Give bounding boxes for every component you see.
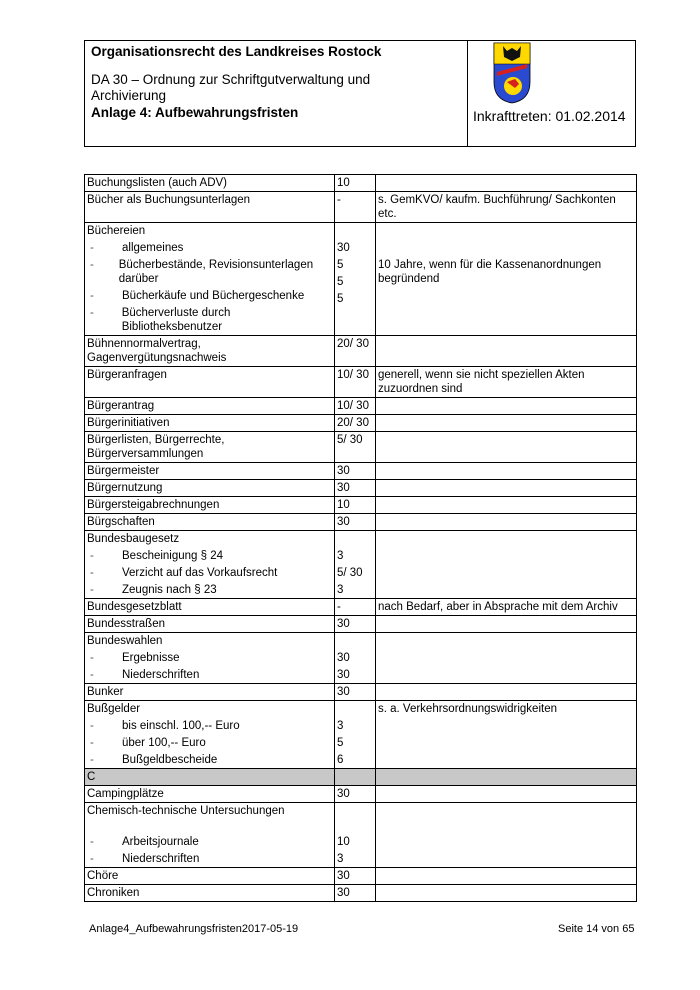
entry-cell <box>85 514 335 531</box>
table-row <box>85 175 637 192</box>
value-cell <box>335 192 376 223</box>
sub-item <box>87 832 332 849</box>
sub-item-note <box>378 648 634 665</box>
sub-item-value: 30 <box>337 652 350 664</box>
header-title-block <box>85 41 468 146</box>
value-cell <box>335 531 376 599</box>
table-row <box>85 803 637 868</box>
retention-value: 20/ 30 <box>337 338 369 350</box>
bullet-dash: - <box>90 652 94 664</box>
value-spacer <box>337 532 373 546</box>
sub-item-note <box>378 546 634 563</box>
sub-item-name: Niederschriften <box>122 669 200 681</box>
table-row <box>85 633 637 684</box>
note-cell <box>376 885 637 902</box>
value-cell <box>335 885 376 902</box>
entry-cell <box>85 633 335 684</box>
entry-cell <box>85 868 335 885</box>
sub-item-value: 3 <box>337 584 344 596</box>
entry-name: Buchungslisten (auch ADV) <box>87 177 227 189</box>
sub-item <box>87 546 332 563</box>
retention-value: 30 <box>337 516 350 528</box>
sub-item-note <box>378 238 634 255</box>
sub-item-value: 5 <box>337 259 344 271</box>
entry-cell <box>85 786 335 803</box>
table-row <box>85 415 637 432</box>
sub-item-note <box>378 665 634 682</box>
sub-item-value: 3 <box>337 550 344 562</box>
entry-name: Bürgeranfragen <box>87 369 167 381</box>
retention-value: - <box>337 194 341 206</box>
entry-cell <box>85 599 335 616</box>
retention-value: 20/ 30 <box>337 417 369 429</box>
sub-item-value: 6 <box>337 754 344 766</box>
sub-item <box>87 580 332 597</box>
sub-item-name: Ergebnisse <box>122 652 180 664</box>
entry-name: Bürgersteigabrechnungen <box>87 499 220 511</box>
annex-title: Anlage 4: Aufbewahrungsfristen <box>91 105 299 120</box>
sub-item <box>87 255 332 286</box>
value-cell <box>335 786 376 803</box>
table-row <box>85 514 637 531</box>
table-row <box>85 701 637 769</box>
bullet-dash: - <box>90 836 94 848</box>
note-cell <box>376 415 637 432</box>
table-row <box>85 367 637 398</box>
table-row <box>85 684 637 701</box>
value-spacer <box>337 702 373 716</box>
entry-name: Bundeswahlen <box>87 635 163 647</box>
sub-item-note <box>378 286 634 303</box>
table-row <box>85 336 637 367</box>
note-cell <box>376 497 637 514</box>
sub-item-name: Niederschriften <box>122 853 200 865</box>
entry-name: Chroniken <box>87 887 140 899</box>
entry-name: Campingplätze <box>87 788 164 800</box>
sub-item-name: Bücherverluste durch Bibliotheksbenutzer <box>121 307 231 333</box>
note-cell <box>376 192 637 223</box>
bullet-dash: - <box>90 754 94 766</box>
entry-name: Bürgermeister <box>87 465 160 477</box>
entry-cell <box>85 398 335 415</box>
value-cell <box>335 803 376 868</box>
table-row <box>85 531 637 599</box>
bullet-dash: - <box>90 259 94 271</box>
sub-item <box>87 665 332 682</box>
entry-cell <box>85 480 335 497</box>
bullet-dash: - <box>90 720 94 732</box>
retention-value: 30 <box>337 465 350 477</box>
note-cell <box>376 633 637 684</box>
entry-cell <box>85 223 335 336</box>
sub-item-note <box>378 303 634 320</box>
empty-cell <box>335 769 376 786</box>
entry-cell <box>85 701 335 769</box>
value-cell <box>335 398 376 415</box>
entry-name: Bürgerinitiativen <box>87 417 170 429</box>
sub-item-note <box>378 849 634 866</box>
value-cell <box>335 684 376 701</box>
entry-note: s. GemKVO/ kaufm. Buchführung/ Sachkonten etc. <box>378 194 616 220</box>
sub-item-value: 10 <box>337 836 350 848</box>
gap-spacer <box>378 818 634 832</box>
entry-cell <box>85 432 335 463</box>
entry-name: Chöre <box>87 870 119 882</box>
entry-name: Chemisch-technische Untersuchungen <box>87 805 285 817</box>
retention-value: 10/ 30 <box>337 400 369 412</box>
entry-cell <box>85 684 335 701</box>
sub-item <box>87 563 332 580</box>
sub-item-name: Verzicht auf das Vorkaufsrecht <box>122 567 278 579</box>
note-cell <box>376 336 637 367</box>
entry-name: Bußgelder <box>87 703 141 715</box>
sub-item-value: 5 <box>337 276 344 288</box>
sub-item <box>87 716 332 733</box>
value-cell <box>335 633 376 684</box>
entry-cell <box>85 367 335 398</box>
section-row <box>85 769 637 786</box>
note-cell <box>376 514 637 531</box>
bullet-dash: - <box>90 242 94 254</box>
entry-cell <box>85 336 335 367</box>
bullet-dash: - <box>90 669 94 681</box>
da-title-line1: DA 30 – Ordnung zur Schriftgutverwaltung und <box>91 72 371 87</box>
value-cell <box>335 514 376 531</box>
value-cell <box>335 367 376 398</box>
sub-item <box>87 303 332 334</box>
retention-value: 10/ 30 <box>337 369 369 381</box>
note-spacer <box>378 224 634 238</box>
note-cell <box>376 175 637 192</box>
gap-spacer <box>87 818 332 832</box>
section-letter: C <box>85 769 335 786</box>
sub-item-name: Zeugnis nach § 23 <box>122 584 217 596</box>
sub-item-name: Bücherbestände, Revisionsunterlagen darüber <box>118 259 314 285</box>
sub-item-value: 5/ 30 <box>337 567 363 579</box>
note-cell <box>376 531 637 599</box>
table-row <box>85 885 637 902</box>
entry-note: nach Bedarf, aber in Absprache mit dem Archiv <box>378 601 618 613</box>
table-row <box>85 497 637 514</box>
sub-item-name: Arbeitsjournale <box>122 836 199 848</box>
sub-item <box>87 849 332 866</box>
value-cell <box>335 223 376 336</box>
entry-cell <box>85 531 335 599</box>
sub-item-note <box>378 832 634 849</box>
sub-item-name: über 100,-- Euro <box>122 737 206 749</box>
footer-page-number: Seite 14 von 65 <box>558 923 635 935</box>
note-cell <box>376 480 637 497</box>
sub-item-note <box>378 733 634 750</box>
value-cell <box>335 432 376 463</box>
entry-note: generell, wenn sie nicht speziellen Akten zuzuordnen sind <box>378 369 585 395</box>
value-spacer <box>337 634 373 648</box>
entry-cell <box>85 497 335 514</box>
table-row <box>85 463 637 480</box>
table-row <box>85 786 637 803</box>
value-spacer <box>337 224 373 238</box>
entry-cell <box>85 616 335 633</box>
footer-filename: Anlage4_Aufbewahrungsfristen2017-05-19 <box>89 923 299 935</box>
note-cell <box>376 367 637 398</box>
value-cell <box>335 616 376 633</box>
sub-item-name: allgemeines <box>122 242 184 254</box>
retention-value: 30 <box>337 618 350 630</box>
sub-item-name: Bußgeldbescheide <box>122 754 218 766</box>
retention-value: - <box>337 601 341 613</box>
sub-item-value: 3 <box>337 720 344 732</box>
sub-item-value: 30 <box>337 669 350 681</box>
note-cell <box>376 432 637 463</box>
entry-name: Bürgernutzung <box>87 482 163 494</box>
da-title-line2: Archivierung <box>91 88 167 103</box>
document-header <box>84 40 636 147</box>
note-spacer <box>378 532 634 546</box>
coat-of-arms-icon <box>493 42 531 104</box>
sub-item-value: 5 <box>337 737 344 749</box>
table-row <box>85 480 637 497</box>
sub-item-note: 10 Jahre, wenn für die Kassenanordnungen begründend <box>378 259 602 285</box>
entry-name: Bunker <box>87 686 124 698</box>
note-spacer <box>378 634 634 648</box>
retention-value: 30 <box>337 686 350 698</box>
table-row <box>85 192 637 223</box>
table-row <box>85 599 637 616</box>
effective-date: Inkrafttreten: 01.02.2014 <box>473 108 626 124</box>
value-cell <box>335 701 376 769</box>
entry-name: Büchereien <box>87 225 146 237</box>
entry-cell <box>85 192 335 223</box>
note-spacer <box>378 804 634 818</box>
entry-name: Bürgerantrag <box>87 400 155 412</box>
empty-cell <box>376 769 637 786</box>
sub-item-value: 30 <box>337 242 350 254</box>
retention-value: 30 <box>337 870 350 882</box>
table-row <box>85 223 637 336</box>
value-cell <box>335 480 376 497</box>
table-row <box>85 398 637 415</box>
note-cell <box>376 786 637 803</box>
sub-item-note <box>378 580 634 597</box>
entry-cell <box>85 885 335 902</box>
table-row <box>85 616 637 633</box>
table-row <box>85 868 637 885</box>
value-spacer <box>337 804 373 818</box>
sub-item-name: Bücherkäufe und Büchergeschenke <box>122 290 305 302</box>
bullet-dash: - <box>90 584 94 596</box>
entry-cell <box>85 463 335 480</box>
note-cell <box>376 463 637 480</box>
entry-cell <box>85 415 335 432</box>
entry-name: Bühnennormalvertrag, Gagenvergütungsnachweis <box>87 338 227 364</box>
retention-value: 10 <box>337 177 350 189</box>
retention-value: 5/ 30 <box>337 434 363 446</box>
note-cell <box>376 803 637 868</box>
retention-table <box>84 174 637 902</box>
note-cell <box>376 398 637 415</box>
entry-note: s. a. Verkehrsordnungswidrigkeiten <box>378 703 557 715</box>
bullet-dash: - <box>90 550 94 562</box>
note-cell <box>376 684 637 701</box>
value-cell <box>335 175 376 192</box>
value-cell <box>335 463 376 480</box>
sub-item <box>87 733 332 750</box>
sub-item <box>87 648 332 665</box>
entry-name: Bücher als Buchungsunterlagen <box>87 194 251 206</box>
entry-name: Bürgschaften <box>87 516 155 528</box>
bullet-dash: - <box>90 307 94 319</box>
note-cell <box>376 599 637 616</box>
value-cell <box>335 599 376 616</box>
bullet-dash: - <box>90 737 94 749</box>
entry-name: Bürgerlisten, Bürgerrechte, Bürgerversammlungen <box>87 434 225 460</box>
sub-item <box>87 286 332 303</box>
org-title: Organisationsrecht des Landkreises Rostock <box>91 44 382 59</box>
note-cell <box>376 616 637 633</box>
retention-value: 30 <box>337 887 350 899</box>
da-title <box>91 72 461 104</box>
sub-item-note <box>378 716 634 733</box>
gap-spacer <box>337 818 373 832</box>
bullet-dash: - <box>90 567 94 579</box>
sub-item <box>87 750 332 767</box>
sub-item-note <box>378 563 634 580</box>
bullet-dash: - <box>90 290 94 302</box>
table-row <box>85 432 637 463</box>
sub-item-name: Bescheinigung § 24 <box>122 550 224 562</box>
value-cell <box>335 868 376 885</box>
note-cell <box>376 868 637 885</box>
retention-value: 30 <box>337 482 350 494</box>
note-cell <box>376 701 637 769</box>
entry-name: Bundesgesetzblatt <box>87 601 182 613</box>
sub-item-value: 3 <box>337 853 344 865</box>
note-cell <box>376 223 637 336</box>
entry-name: Bundesbaugesetz <box>87 533 180 545</box>
retention-value: 10 <box>337 499 350 511</box>
entry-cell <box>85 803 335 868</box>
sub-item-value: 5 <box>337 293 344 305</box>
value-cell <box>335 497 376 514</box>
sub-item-name: bis einschl. 100,-- Euro <box>122 720 240 732</box>
retention-value: 30 <box>337 788 350 800</box>
sub-item <box>87 238 332 255</box>
value-cell <box>335 415 376 432</box>
entry-cell <box>85 175 335 192</box>
bullet-dash: - <box>90 853 94 865</box>
value-cell <box>335 336 376 367</box>
entry-name: Bundesstraßen <box>87 618 165 630</box>
sub-item-note <box>378 750 634 767</box>
